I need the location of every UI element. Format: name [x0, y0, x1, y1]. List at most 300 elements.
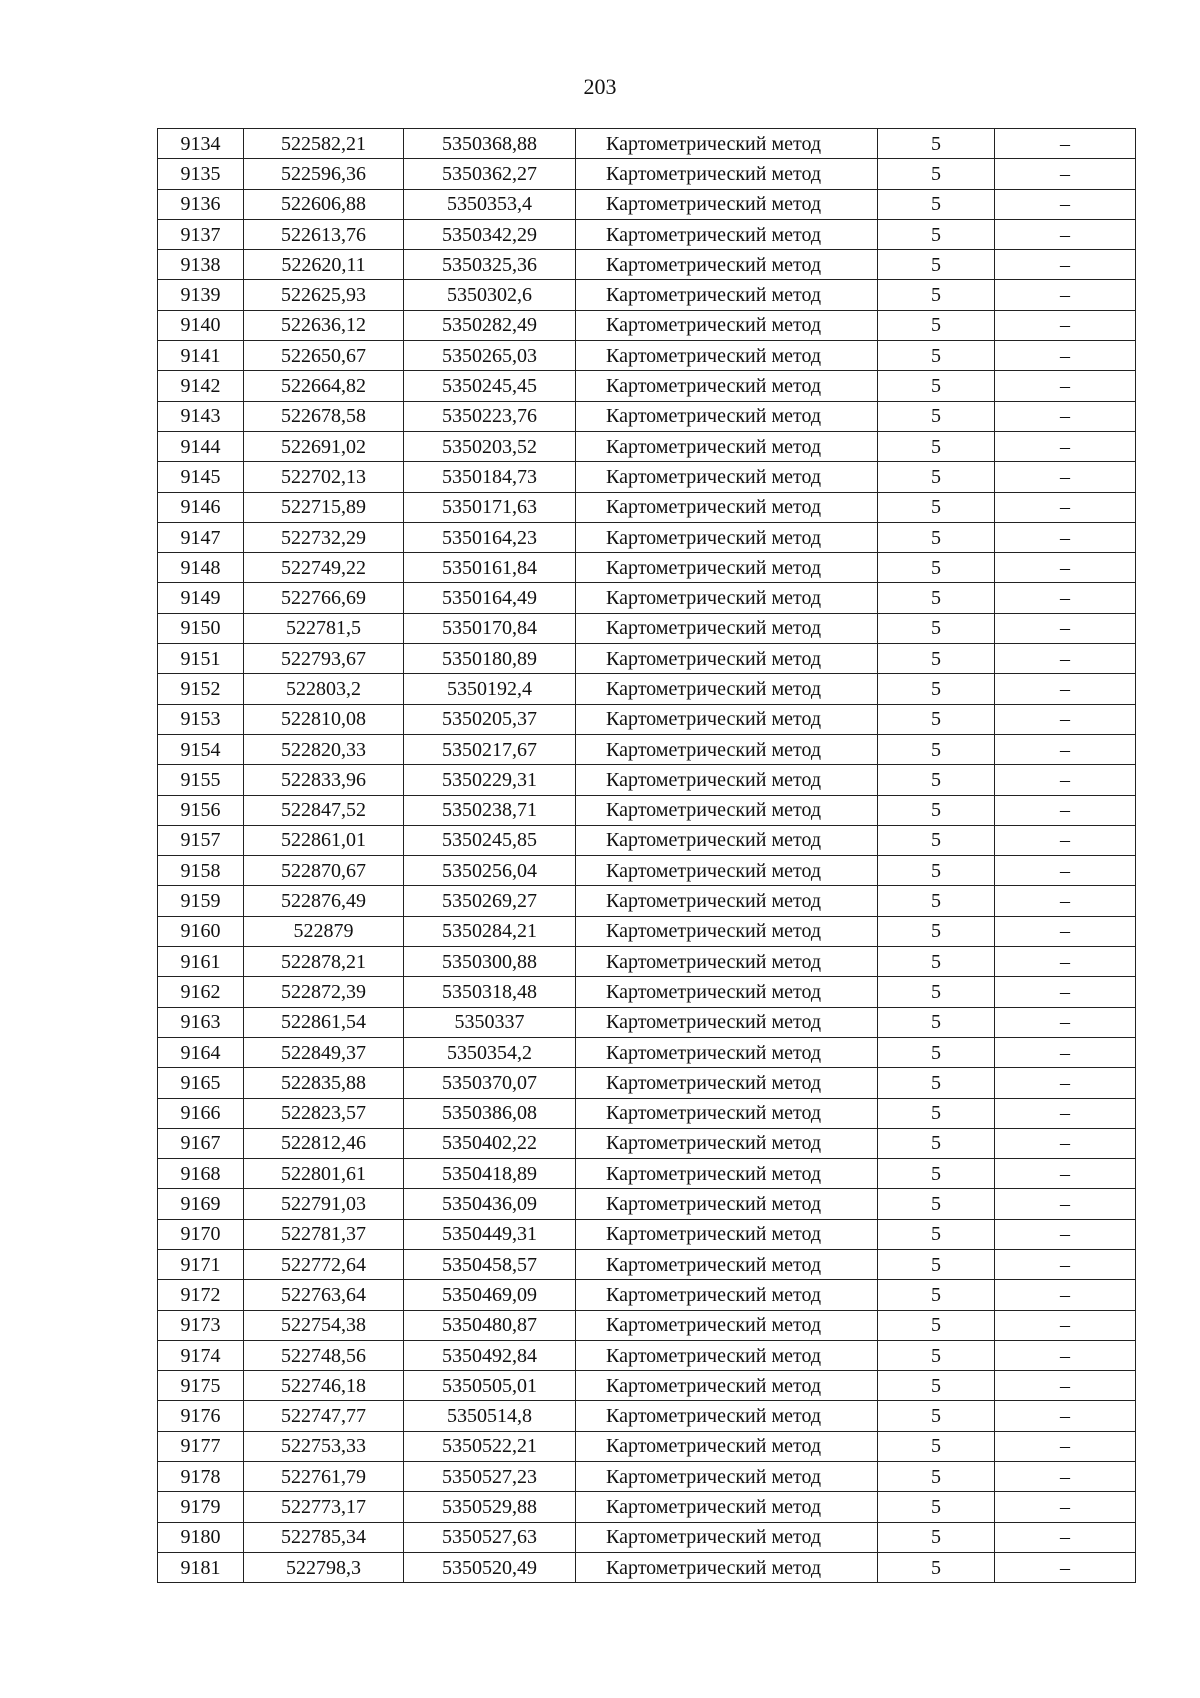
point-number-cell: 9158 — [158, 856, 244, 886]
x-coordinate-cell: 522732,29 — [244, 522, 404, 552]
description-cell: – — [995, 1340, 1136, 1370]
x-coordinate-cell: 522715,89 — [244, 492, 404, 522]
method-cell: Картометрический метод — [576, 1280, 878, 1310]
table-row — [158, 1007, 1136, 1037]
point-number-cell: 9138 — [158, 250, 244, 280]
table-row — [158, 704, 1136, 734]
point-number-cell: 9152 — [158, 674, 244, 704]
y-coordinate-cell: 5350265,03 — [404, 341, 576, 371]
y-coordinate-cell: 5350469,09 — [404, 1280, 576, 1310]
accuracy-cell: 5 — [878, 462, 995, 492]
description-cell: – — [995, 553, 1136, 583]
point-number-cell: 9140 — [158, 310, 244, 340]
accuracy-cell: 5 — [878, 401, 995, 431]
table-row — [158, 1128, 1136, 1158]
y-coordinate-cell: 5350171,63 — [404, 492, 576, 522]
method-cell: Картометрический метод — [576, 1431, 878, 1461]
method-cell: Картометрический метод — [576, 1007, 878, 1037]
method-cell: Картометрический метод — [576, 189, 878, 219]
point-number-cell: 9144 — [158, 431, 244, 461]
y-coordinate-cell: 5350458,57 — [404, 1249, 576, 1279]
method-cell: Картометрический метод — [576, 916, 878, 946]
accuracy-cell: 5 — [878, 765, 995, 795]
accuracy-cell: 5 — [878, 1068, 995, 1098]
accuracy-cell: 5 — [878, 583, 995, 613]
y-coordinate-cell: 5350386,08 — [404, 1098, 576, 1128]
x-coordinate-cell: 522773,17 — [244, 1492, 404, 1522]
method-cell: Картометрический метод — [576, 644, 878, 674]
x-coordinate-cell: 522798,3 — [244, 1552, 404, 1582]
description-cell: – — [995, 674, 1136, 704]
x-coordinate-cell: 522791,03 — [244, 1189, 404, 1219]
accuracy-cell: 5 — [878, 371, 995, 401]
y-coordinate-cell: 5350217,67 — [404, 734, 576, 764]
x-coordinate-cell: 522785,34 — [244, 1522, 404, 1552]
x-coordinate-cell: 522754,38 — [244, 1310, 404, 1340]
x-coordinate-cell: 522812,46 — [244, 1128, 404, 1158]
accuracy-cell: 5 — [878, 1037, 995, 1067]
description-cell: – — [995, 1492, 1136, 1522]
method-cell: Картометрический метод — [576, 1128, 878, 1158]
method-cell: Картометрический метод — [576, 1037, 878, 1067]
description-cell: – — [995, 1128, 1136, 1158]
point-number-cell: 9168 — [158, 1159, 244, 1189]
point-number-cell: 9150 — [158, 613, 244, 643]
method-cell: Картометрический метод — [576, 583, 878, 613]
method-cell: Картометрический метод — [576, 1189, 878, 1219]
y-coordinate-cell: 5350203,52 — [404, 431, 576, 461]
accuracy-cell: 5 — [878, 1340, 995, 1370]
description-cell: – — [995, 856, 1136, 886]
table-row — [158, 492, 1136, 522]
y-coordinate-cell: 5350337 — [404, 1007, 576, 1037]
x-coordinate-cell: 522879 — [244, 916, 404, 946]
x-coordinate-cell: 522620,11 — [244, 250, 404, 280]
description-cell: – — [995, 341, 1136, 371]
description-cell: – — [995, 1280, 1136, 1310]
description-cell: – — [995, 189, 1136, 219]
method-cell: Картометрический метод — [576, 1340, 878, 1370]
point-number-cell: 9175 — [158, 1371, 244, 1401]
y-coordinate-cell: 5350514,8 — [404, 1401, 576, 1431]
method-cell: Картометрический метод — [576, 1522, 878, 1552]
method-cell: Картометрический метод — [576, 674, 878, 704]
accuracy-cell: 5 — [878, 219, 995, 249]
description-cell: – — [995, 1068, 1136, 1098]
y-coordinate-cell: 5350342,29 — [404, 219, 576, 249]
method-cell: Картометрический метод — [576, 1159, 878, 1189]
method-cell: Картометрический метод — [576, 1401, 878, 1431]
description-cell: – — [995, 886, 1136, 916]
description-cell: – — [995, 947, 1136, 977]
description-cell: – — [995, 1189, 1136, 1219]
accuracy-cell: 5 — [878, 310, 995, 340]
accuracy-cell: 5 — [878, 1552, 995, 1582]
table-row — [158, 522, 1136, 552]
y-coordinate-cell: 5350353,4 — [404, 189, 576, 219]
point-number-cell: 9166 — [158, 1098, 244, 1128]
description-cell: – — [995, 734, 1136, 764]
accuracy-cell: 5 — [878, 1492, 995, 1522]
y-coordinate-cell: 5350354,2 — [404, 1037, 576, 1067]
x-coordinate-cell: 522801,61 — [244, 1159, 404, 1189]
point-number-cell: 9181 — [158, 1552, 244, 1582]
x-coordinate-cell: 522596,36 — [244, 159, 404, 189]
y-coordinate-cell: 5350282,49 — [404, 310, 576, 340]
x-coordinate-cell: 522746,18 — [244, 1371, 404, 1401]
table-row — [158, 1249, 1136, 1279]
y-coordinate-cell: 5350269,27 — [404, 886, 576, 916]
method-cell: Картометрический метод — [576, 886, 878, 916]
y-coordinate-cell: 5350492,84 — [404, 1340, 576, 1370]
x-coordinate-cell: 522747,77 — [244, 1401, 404, 1431]
description-cell: – — [995, 704, 1136, 734]
point-number-cell: 9157 — [158, 825, 244, 855]
point-number-cell: 9172 — [158, 1280, 244, 1310]
method-cell: Картометрический метод — [576, 250, 878, 280]
description-cell: – — [995, 916, 1136, 946]
accuracy-cell: 5 — [878, 250, 995, 280]
accuracy-cell: 5 — [878, 492, 995, 522]
y-coordinate-cell: 5350449,31 — [404, 1219, 576, 1249]
point-number-cell: 9159 — [158, 886, 244, 916]
point-number-cell: 9161 — [158, 947, 244, 977]
table-row — [158, 1492, 1136, 1522]
point-number-cell: 9171 — [158, 1249, 244, 1279]
accuracy-cell: 5 — [878, 431, 995, 461]
method-cell: Картометрический метод — [576, 522, 878, 552]
accuracy-cell: 5 — [878, 1431, 995, 1461]
method-cell: Картометрический метод — [576, 462, 878, 492]
accuracy-cell: 5 — [878, 886, 995, 916]
method-cell: Картометрический метод — [576, 1462, 878, 1492]
table-row — [158, 1037, 1136, 1067]
page-number: 203 — [583, 74, 617, 99]
accuracy-cell: 5 — [878, 189, 995, 219]
description-cell: – — [995, 159, 1136, 189]
description-cell: – — [995, 1037, 1136, 1067]
x-coordinate-cell: 522753,33 — [244, 1431, 404, 1461]
point-number-cell: 9162 — [158, 977, 244, 1007]
accuracy-cell: 5 — [878, 674, 995, 704]
y-coordinate-cell: 5350192,4 — [404, 674, 576, 704]
point-number-cell: 9164 — [158, 1037, 244, 1067]
y-coordinate-cell: 5350302,6 — [404, 280, 576, 310]
method-cell: Картометрический метод — [576, 280, 878, 310]
method-cell: Картометрический метод — [576, 1219, 878, 1249]
y-coordinate-cell: 5350256,04 — [404, 856, 576, 886]
description-cell: – — [995, 522, 1136, 552]
x-coordinate-cell: 522582,21 — [244, 129, 404, 159]
method-cell: Картометрический метод — [576, 492, 878, 522]
description-cell: – — [995, 1552, 1136, 1582]
x-coordinate-cell: 522763,64 — [244, 1280, 404, 1310]
description-cell: – — [995, 644, 1136, 674]
point-number-cell: 9153 — [158, 704, 244, 734]
accuracy-cell: 5 — [878, 1098, 995, 1128]
x-coordinate-cell: 522823,57 — [244, 1098, 404, 1128]
x-coordinate-cell: 522772,64 — [244, 1249, 404, 1279]
y-coordinate-cell: 5350362,27 — [404, 159, 576, 189]
accuracy-cell: 5 — [878, 1249, 995, 1279]
method-cell: Картометрический метод — [576, 825, 878, 855]
description-cell: – — [995, 1098, 1136, 1128]
accuracy-cell: 5 — [878, 1401, 995, 1431]
y-coordinate-cell: 5350418,89 — [404, 1159, 576, 1189]
description-cell: – — [995, 310, 1136, 340]
x-coordinate-cell: 522748,56 — [244, 1340, 404, 1370]
y-coordinate-cell: 5350529,88 — [404, 1492, 576, 1522]
method-cell: Картометрический метод — [576, 856, 878, 886]
description-cell: – — [995, 1310, 1136, 1340]
description-cell: – — [995, 1219, 1136, 1249]
x-coordinate-cell: 522664,82 — [244, 371, 404, 401]
x-coordinate-cell: 522691,02 — [244, 431, 404, 461]
accuracy-cell: 5 — [878, 644, 995, 674]
point-number-cell: 9137 — [158, 219, 244, 249]
method-cell: Картометрический метод — [576, 1552, 878, 1582]
y-coordinate-cell: 5350184,73 — [404, 462, 576, 492]
point-number-cell: 9170 — [158, 1219, 244, 1249]
method-cell: Картометрический метод — [576, 947, 878, 977]
table-row — [158, 856, 1136, 886]
description-cell: – — [995, 825, 1136, 855]
x-coordinate-cell: 522876,49 — [244, 886, 404, 916]
x-coordinate-cell: 522678,58 — [244, 401, 404, 431]
table-row — [158, 1159, 1136, 1189]
x-coordinate-cell: 522861,54 — [244, 1007, 404, 1037]
method-cell: Картометрический метод — [576, 1371, 878, 1401]
x-coordinate-cell: 522650,67 — [244, 341, 404, 371]
description-cell: – — [995, 977, 1136, 1007]
accuracy-cell: 5 — [878, 947, 995, 977]
description-cell: – — [995, 462, 1136, 492]
table-row — [158, 1371, 1136, 1401]
point-number-cell: 9177 — [158, 1431, 244, 1461]
description-cell: – — [995, 1462, 1136, 1492]
description-cell: – — [995, 492, 1136, 522]
table-row — [158, 977, 1136, 1007]
x-coordinate-cell: 522872,39 — [244, 977, 404, 1007]
table-row — [158, 1552, 1136, 1582]
method-cell: Картометрический метод — [576, 371, 878, 401]
method-cell: Картометрический метод — [576, 431, 878, 461]
method-cell: Картометрический метод — [576, 734, 878, 764]
table-row — [158, 1068, 1136, 1098]
accuracy-cell: 5 — [878, 1219, 995, 1249]
accuracy-cell: 5 — [878, 795, 995, 825]
point-number-cell: 9174 — [158, 1340, 244, 1370]
description-cell: – — [995, 583, 1136, 613]
x-coordinate-cell: 522810,08 — [244, 704, 404, 734]
x-coordinate-cell: 522781,37 — [244, 1219, 404, 1249]
table-row — [158, 583, 1136, 613]
point-number-cell: 9178 — [158, 1462, 244, 1492]
point-number-cell: 9142 — [158, 371, 244, 401]
point-number-cell: 9180 — [158, 1522, 244, 1552]
method-cell: Картометрический метод — [576, 159, 878, 189]
point-number-cell: 9163 — [158, 1007, 244, 1037]
table-row — [158, 947, 1136, 977]
accuracy-cell: 5 — [878, 1462, 995, 1492]
x-coordinate-cell: 522766,69 — [244, 583, 404, 613]
method-cell: Картометрический метод — [576, 129, 878, 159]
description-cell: – — [995, 401, 1136, 431]
accuracy-cell: 5 — [878, 825, 995, 855]
point-number-cell: 9136 — [158, 189, 244, 219]
point-number-cell: 9145 — [158, 462, 244, 492]
y-coordinate-cell: 5350164,23 — [404, 522, 576, 552]
table-row — [158, 401, 1136, 431]
x-coordinate-cell: 522761,79 — [244, 1462, 404, 1492]
table-row — [158, 371, 1136, 401]
method-cell: Картометрический метод — [576, 310, 878, 340]
y-coordinate-cell: 5350368,88 — [404, 129, 576, 159]
method-cell: Картометрический метод — [576, 795, 878, 825]
y-coordinate-cell: 5350205,37 — [404, 704, 576, 734]
accuracy-cell: 5 — [878, 280, 995, 310]
table-row — [158, 159, 1136, 189]
method-cell: Картометрический метод — [576, 1098, 878, 1128]
description-cell: – — [995, 431, 1136, 461]
y-coordinate-cell: 5350505,01 — [404, 1371, 576, 1401]
accuracy-cell: 5 — [878, 553, 995, 583]
accuracy-cell: 5 — [878, 734, 995, 764]
x-coordinate-cell: 522781,5 — [244, 613, 404, 643]
x-coordinate-cell: 522702,13 — [244, 462, 404, 492]
point-number-cell: 9167 — [158, 1128, 244, 1158]
description-cell: – — [995, 250, 1136, 280]
x-coordinate-cell: 522803,2 — [244, 674, 404, 704]
table-row — [158, 1280, 1136, 1310]
accuracy-cell: 5 — [878, 1189, 995, 1219]
y-coordinate-cell: 5350318,48 — [404, 977, 576, 1007]
table-row — [158, 1401, 1136, 1431]
x-coordinate-cell: 522613,76 — [244, 219, 404, 249]
point-number-cell: 9147 — [158, 522, 244, 552]
description-cell: – — [995, 765, 1136, 795]
method-cell: Картометрический метод — [576, 401, 878, 431]
x-coordinate-cell: 522625,93 — [244, 280, 404, 310]
table-row — [158, 1340, 1136, 1370]
point-number-cell: 9135 — [158, 159, 244, 189]
point-number-cell: 9173 — [158, 1310, 244, 1340]
point-number-cell: 9139 — [158, 280, 244, 310]
accuracy-cell: 5 — [878, 613, 995, 643]
method-cell: Картометрический метод — [576, 1492, 878, 1522]
table-row — [158, 674, 1136, 704]
point-number-cell: 9149 — [158, 583, 244, 613]
description-cell: – — [995, 1522, 1136, 1552]
accuracy-cell: 5 — [878, 159, 995, 189]
point-number-cell: 9165 — [158, 1068, 244, 1098]
point-number-cell: 9146 — [158, 492, 244, 522]
accuracy-cell: 5 — [878, 1007, 995, 1037]
method-cell: Картометрический метод — [576, 704, 878, 734]
table-row — [158, 1189, 1136, 1219]
x-coordinate-cell: 522870,67 — [244, 856, 404, 886]
point-number-cell: 9151 — [158, 644, 244, 674]
description-cell: – — [995, 1431, 1136, 1461]
point-number-cell: 9156 — [158, 795, 244, 825]
y-coordinate-cell: 5350238,71 — [404, 795, 576, 825]
accuracy-cell: 5 — [878, 522, 995, 552]
table-row — [158, 1098, 1136, 1128]
y-coordinate-cell: 5350223,76 — [404, 401, 576, 431]
x-coordinate-cell: 522849,37 — [244, 1037, 404, 1067]
y-coordinate-cell: 5350480,87 — [404, 1310, 576, 1340]
method-cell: Картометрический метод — [576, 219, 878, 249]
y-coordinate-cell: 5350325,36 — [404, 250, 576, 280]
y-coordinate-cell: 5350436,09 — [404, 1189, 576, 1219]
method-cell: Картометрический метод — [576, 1068, 878, 1098]
point-number-cell: 9169 — [158, 1189, 244, 1219]
x-coordinate-cell: 522636,12 — [244, 310, 404, 340]
x-coordinate-cell: 522847,52 — [244, 795, 404, 825]
table-row — [158, 341, 1136, 371]
table-row — [158, 825, 1136, 855]
table-row — [158, 129, 1136, 159]
y-coordinate-cell: 5350402,22 — [404, 1128, 576, 1158]
point-number-cell: 9155 — [158, 765, 244, 795]
accuracy-cell: 5 — [878, 704, 995, 734]
y-coordinate-cell: 5350245,85 — [404, 825, 576, 855]
point-number-cell: 9176 — [158, 1401, 244, 1431]
table-row — [158, 644, 1136, 674]
accuracy-cell: 5 — [878, 129, 995, 159]
x-coordinate-cell: 522820,33 — [244, 734, 404, 764]
accuracy-cell: 5 — [878, 341, 995, 371]
table-row — [158, 765, 1136, 795]
accuracy-cell: 5 — [878, 916, 995, 946]
table-row — [158, 886, 1136, 916]
description-cell: – — [995, 1249, 1136, 1279]
description-cell: – — [995, 371, 1136, 401]
method-cell: Картометрический метод — [576, 1249, 878, 1279]
description-cell: – — [995, 613, 1136, 643]
accuracy-cell: 5 — [878, 1128, 995, 1158]
table-body — [158, 129, 1136, 1583]
method-cell: Картометрический метод — [576, 765, 878, 795]
method-cell: Картометрический метод — [576, 341, 878, 371]
y-coordinate-cell: 5350300,88 — [404, 947, 576, 977]
table-row — [158, 916, 1136, 946]
x-coordinate-cell: 522833,96 — [244, 765, 404, 795]
point-number-cell: 9141 — [158, 341, 244, 371]
y-coordinate-cell: 5350170,84 — [404, 613, 576, 643]
table-row — [158, 613, 1136, 643]
x-coordinate-cell: 522793,67 — [244, 644, 404, 674]
y-coordinate-cell: 5350527,63 — [404, 1522, 576, 1552]
point-number-cell: 9179 — [158, 1492, 244, 1522]
accuracy-cell: 5 — [878, 1371, 995, 1401]
x-coordinate-cell: 522878,21 — [244, 947, 404, 977]
y-coordinate-cell: 5350164,49 — [404, 583, 576, 613]
accuracy-cell: 5 — [878, 1310, 995, 1340]
description-cell: – — [995, 1159, 1136, 1189]
y-coordinate-cell: 5350520,49 — [404, 1552, 576, 1582]
point-number-cell: 9160 — [158, 916, 244, 946]
accuracy-cell: 5 — [878, 1159, 995, 1189]
table-row — [158, 1462, 1136, 1492]
point-number-cell: 9134 — [158, 129, 244, 159]
y-coordinate-cell: 5350522,21 — [404, 1431, 576, 1461]
y-coordinate-cell: 5350161,84 — [404, 553, 576, 583]
table-row — [158, 280, 1136, 310]
y-coordinate-cell: 5350180,89 — [404, 644, 576, 674]
accuracy-cell: 5 — [878, 1280, 995, 1310]
table-row — [158, 462, 1136, 492]
